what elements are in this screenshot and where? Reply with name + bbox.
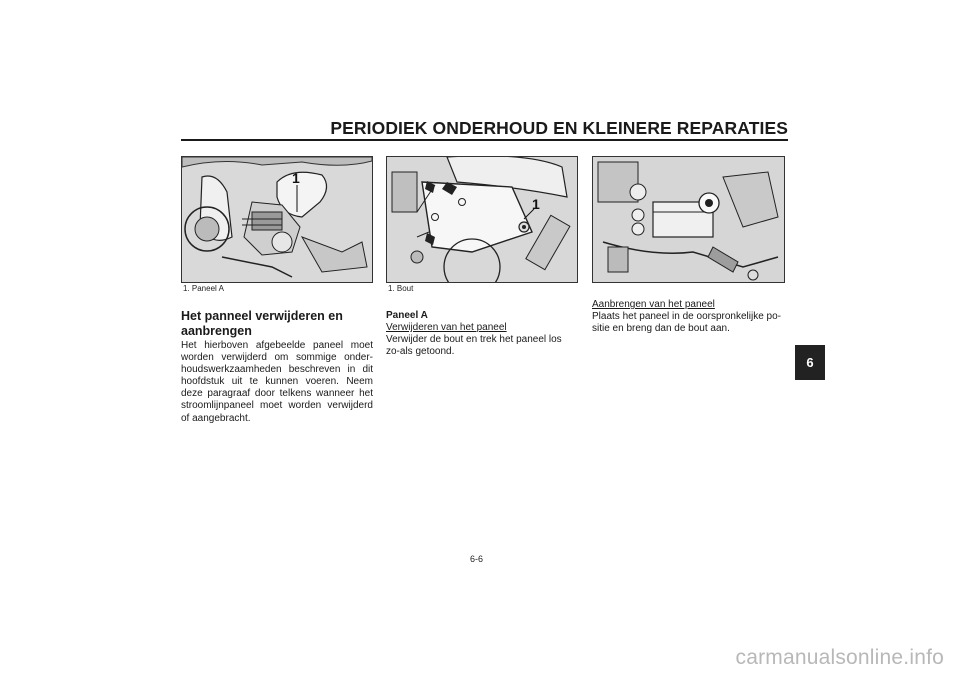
figure-caption-2: 1. Bout — [388, 284, 414, 293]
left-column — [181, 309, 373, 425]
intro-paragraph: Het hierboven afgebeelde paneel moet worden verwijderd om sommige onder-houdswerkzaamheden beschreven in dit hoofdstuk uit te kunnen voeren. Neem deze paragraaf door telkens wanneer het stroomlijnpaneel moet worden verwijderd of aangebracht. — [181, 340, 373, 424]
right-column — [592, 299, 784, 335]
figure-bolt — [386, 156, 578, 283]
section-heading: Het panneel verwijderen en aanbrengen — [181, 309, 343, 338]
figure-install — [592, 156, 785, 283]
figure-callout-1: 1 — [292, 170, 300, 186]
install-step-text: Plaats het paneel in de oorspronkelijke po-sitie en breng dan de bout aan. — [592, 311, 782, 335]
figure-caption-1: 1. Paneel A — [183, 284, 224, 293]
figure-callout-2: 1 — [532, 196, 540, 212]
middle-column — [386, 310, 578, 358]
side-panel-bolt-illustration — [387, 157, 577, 282]
page-header-title: PERIODIEK ONDERHOUD EN KLEINERE REPARATIES — [330, 118, 788, 138]
remove-step-text: Verwijder de bout en trek het paneel los zo-als getoond. — [386, 334, 562, 358]
panel-a-subheading: Paneel A — [386, 310, 428, 321]
header-rule — [181, 139, 788, 141]
motorcycle-panel-illustration — [182, 157, 372, 282]
page-number: 6-6 — [470, 554, 484, 564]
remove-step-title: Verwijderen van het paneel — [386, 322, 507, 334]
figure-panel-a — [181, 156, 373, 283]
watermark: carmanualsonline.info — [735, 646, 944, 669]
chapter-tab: 6 — [795, 345, 825, 380]
install-step-title: Aanbrengen van het paneel — [592, 299, 715, 310]
panel-install-illustration — [593, 157, 784, 282]
